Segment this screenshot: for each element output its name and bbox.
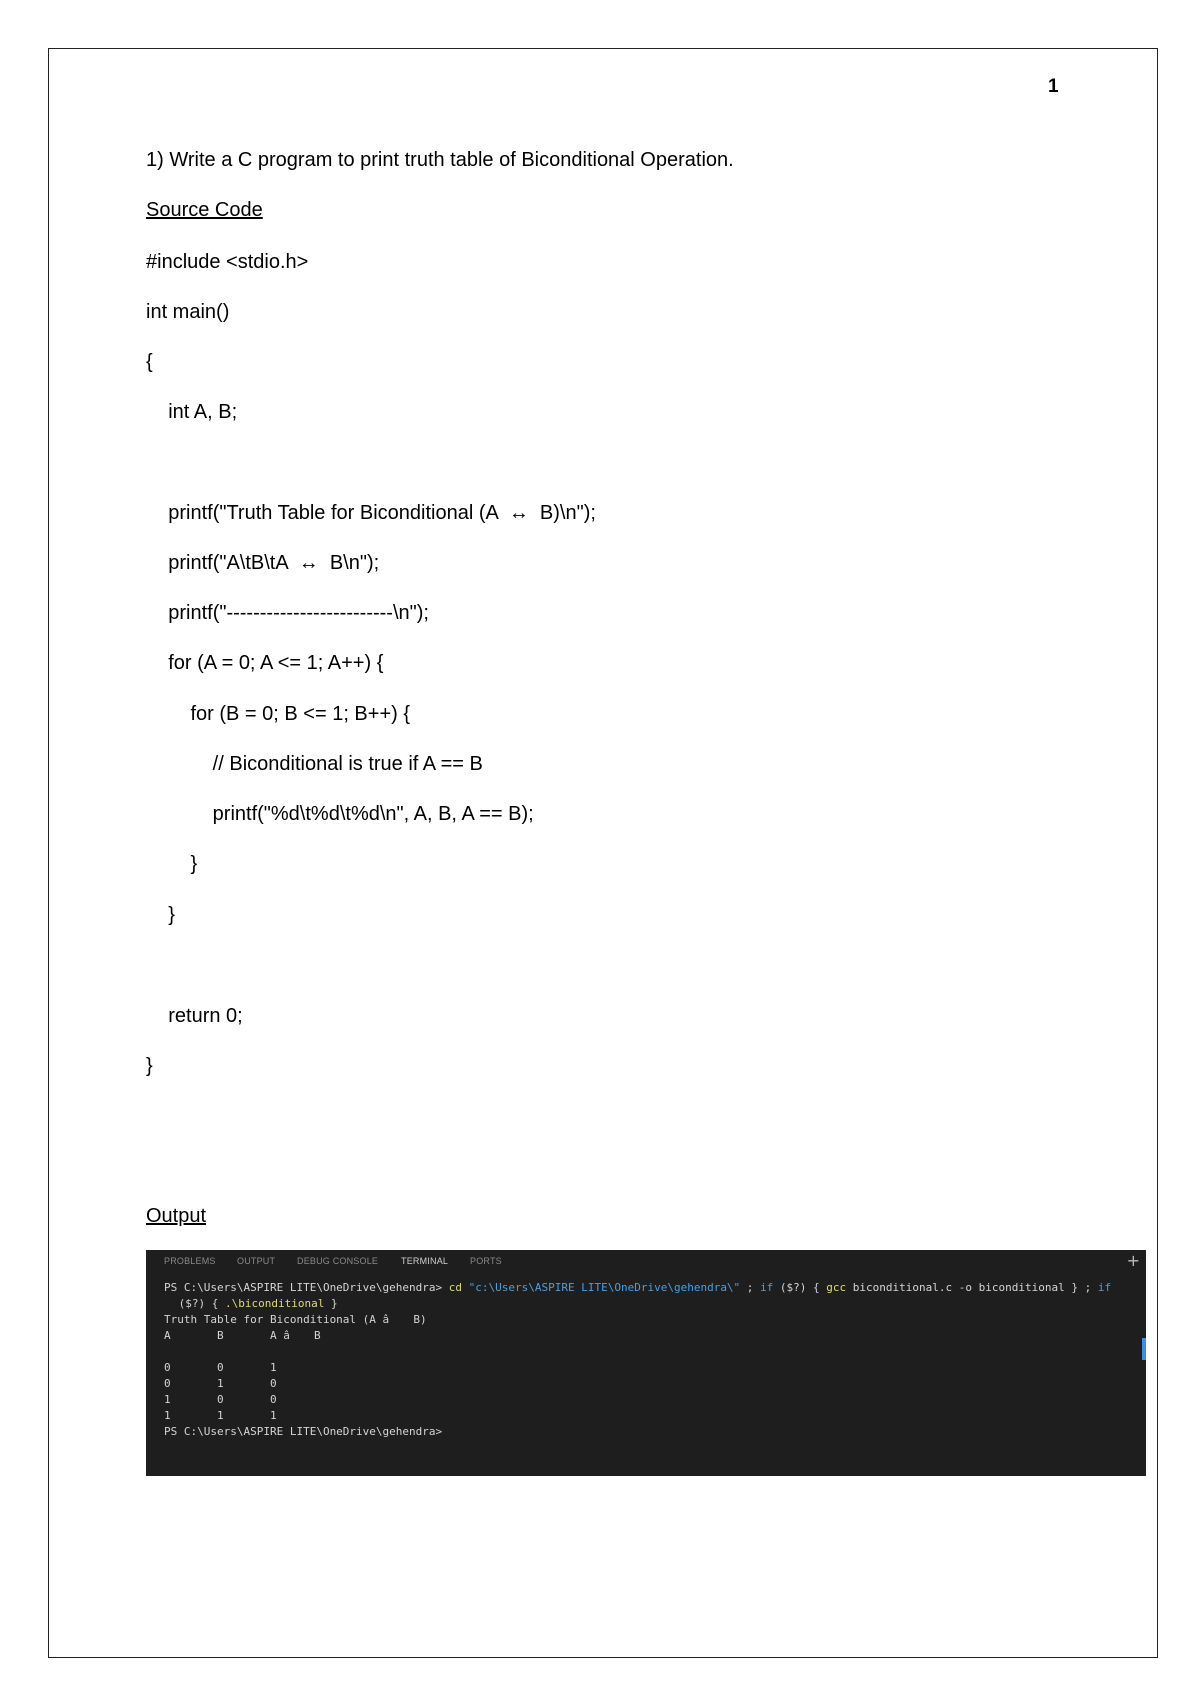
plus-icon[interactable]: + [1126, 1251, 1140, 1270]
cmd-if-2: if [1097, 1281, 1112, 1294]
tab-debug-console[interactable]: DEBUG CONSOLE [297, 1256, 379, 1266]
terminal-output-line: 1 0 0 [164, 1393, 277, 1406]
terminal-command-continuation [172, 1298, 338, 1309]
code-line: printf("A\tB\tA ↔ B\n"); [146, 552, 380, 574]
terminal-output-line: Truth Table for Biconditional (A â B) [164, 1313, 427, 1326]
code-line: } [146, 904, 175, 926]
code-line: // Biconditional is true if A == B [146, 753, 483, 775]
source-code-heading: Source Code [146, 199, 263, 221]
page-number: 1 [1048, 76, 1059, 97]
terminal-prompt: PS C:\Users\ASPIRE LITE\OneDrive\gehendra> [164, 1281, 443, 1294]
terminal-screenshot [146, 1250, 1146, 1476]
cmd-separator: ; [740, 1281, 761, 1294]
question-text: 1) Write a C program to print truth table of Biconditional Operation. [146, 149, 734, 171]
terminal-final-prompt: PS C:\Users\ASPIRE LITE\OneDrive\gehendra> [164, 1425, 443, 1438]
code-line: int main() [146, 301, 230, 323]
terminal-output-line: 0 1 0 [164, 1377, 277, 1390]
tab-problems[interactable]: PROBLEMS [164, 1256, 216, 1266]
code-line: printf("%d\t%d\t%d\n", A, B, A == B); [146, 803, 534, 825]
code-line: } [146, 853, 198, 875]
terminal-scrollbar[interactable] [1142, 1338, 1146, 1360]
cmd-path: "c:\Users\ASPIRE LITE\OneDrive\gehendra\" [468, 1281, 741, 1294]
tab-output[interactable]: OUTPUT [237, 1256, 276, 1266]
code-line: printf("-------------------------\n"); [146, 602, 429, 624]
cmd-condition: ($?) { [773, 1281, 827, 1294]
code-line: } [146, 1055, 153, 1077]
terminal-tab-bar [146, 1250, 1146, 1272]
terminal-output-line: A B A â B [164, 1329, 321, 1342]
terminal-output-line: 0 0 1 [164, 1361, 277, 1374]
cmd-condition-2: ($?) { [172, 1297, 225, 1310]
terminal-output-line: 1 1 1 [164, 1409, 277, 1422]
tab-terminal[interactable]: TERMINAL [401, 1256, 449, 1266]
code-line: return 0; [146, 1005, 243, 1027]
cmd-cd: cd [448, 1281, 463, 1294]
code-line: int A, B; [146, 401, 238, 423]
output-heading: Output [146, 1205, 207, 1227]
code-line: printf("Truth Table for Biconditional (A ↔ B)\n"); [146, 502, 596, 524]
code-line: for (A = 0; A <= 1; A++) { [146, 652, 384, 674]
cmd-gcc-args: biconditional.c -o biconditional } ; [846, 1281, 1098, 1294]
cmd-end: } [324, 1297, 338, 1310]
cmd-if: if [760, 1281, 774, 1294]
cmd-gcc: gcc [826, 1281, 847, 1294]
terminal-command-line [164, 1282, 1111, 1293]
code-line: { [146, 351, 153, 373]
code-line: #include <stdio.h> [146, 251, 309, 273]
code-line: for (B = 0; B <= 1; B++) { [146, 703, 411, 725]
cmd-run: .\biconditional [224, 1297, 325, 1310]
tab-ports[interactable]: PORTS [470, 1256, 502, 1266]
